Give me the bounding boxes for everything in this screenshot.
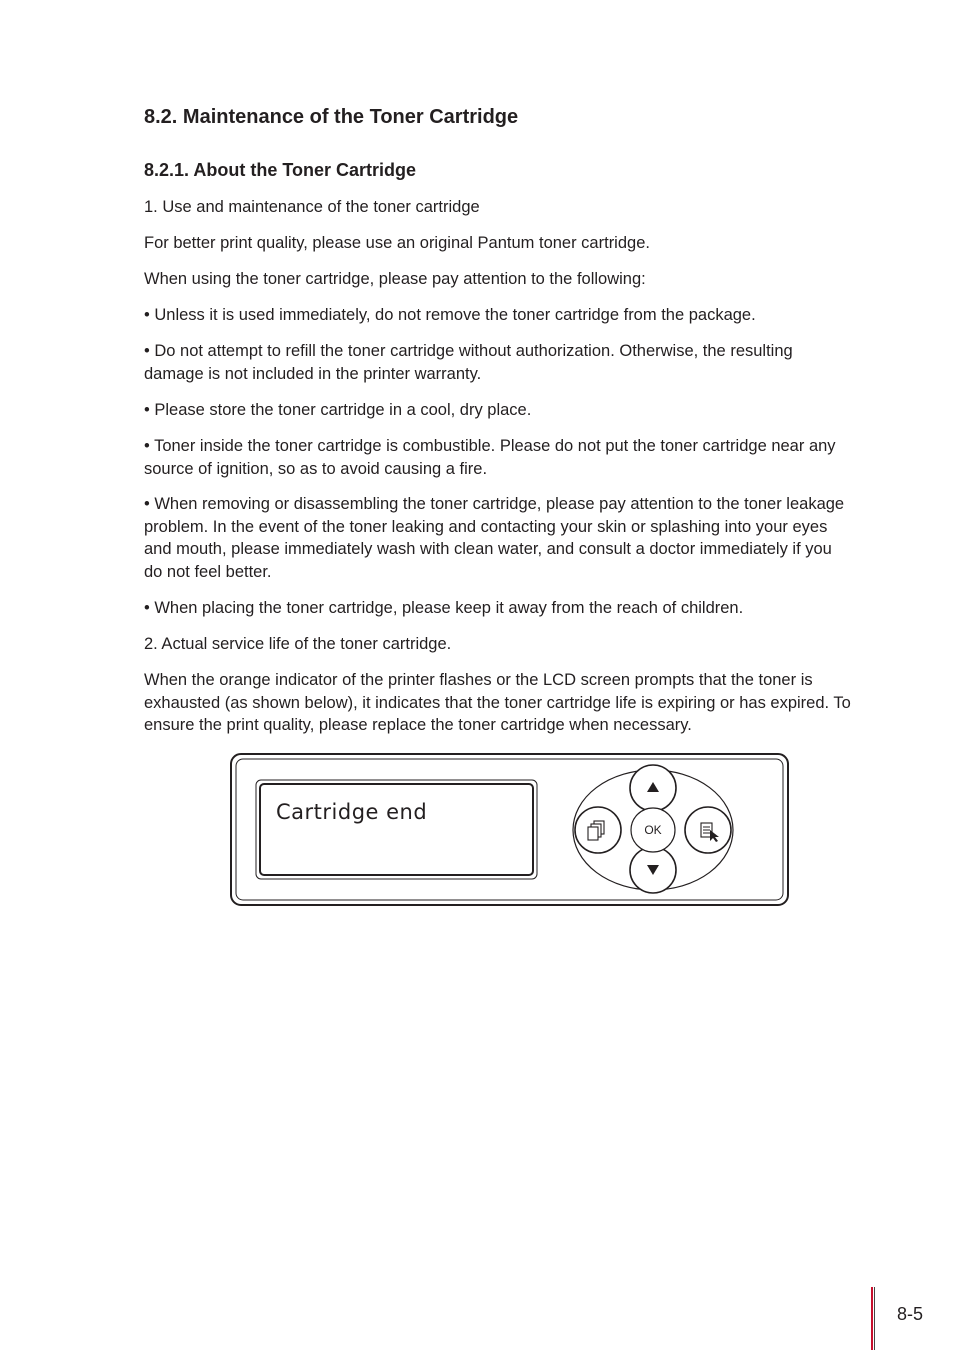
- bullet-item: • When removing or disassembling the toner cartridge, please pay attention to the toner leakage problem. In the event of the toner leaking and contacting your skin or splashing into your eyes and mouth, please immediately wash with clean water, and consult a doctor immediately if you do not feel better.: [144, 495, 845, 581]
- bullet-item: • Do not attempt to refill the toner cartridge without authorization. Otherwise, the resulting damage is not included in the printer warranty.: [144, 342, 793, 383]
- copy-button[interactable]: [575, 807, 621, 853]
- page-number: 8-5: [897, 1304, 924, 1324]
- subsection-title: 8.2.1. About the Toner Cartridge: [144, 160, 417, 180]
- lcd-screen: [256, 780, 537, 879]
- control-panel-illustration: [230, 753, 789, 906]
- lcd-text: Cartridge end: [276, 800, 428, 824]
- paragraph: For better print quality, please use an original Pantum toner cartridge.: [144, 234, 650, 252]
- footer-rule: [874, 1287, 875, 1350]
- paragraph: When using the toner cartridge, please pay attention to the following:: [144, 270, 646, 288]
- up-button[interactable]: [630, 765, 676, 811]
- paragraph: When the orange indicator of the printer flashes or the LCD screen prompts that the toner is exhausted (as shown below), it indicates that the toner cartridge life is expiring or has expired. To ensure the print quality, please replace the toner cartridge when necessary.: [144, 671, 851, 735]
- bullet-item: • Toner inside the toner cartridge is combustible. Please do not put the toner cartridge near any source of ignition, so as to avoid causing a fire.: [144, 437, 836, 478]
- bullet-item: • Please store the toner cartridge in a cool, dry place.: [144, 401, 532, 419]
- menu-button[interactable]: [685, 807, 731, 853]
- ok-label: OK: [644, 823, 662, 837]
- footer-rule: [871, 1287, 873, 1350]
- ok-button[interactable]: [631, 808, 675, 852]
- bullet-item: • When placing the toner cartridge, please keep it away from the reach of children.: [144, 599, 744, 617]
- bullet-item: • Unless it is used immediately, do not remove the toner cartridge from the package.: [144, 306, 756, 324]
- paragraph: 2. Actual service life of the toner cartridge.: [144, 635, 452, 653]
- section-title: 8.2. Maintenance of the Toner Cartridge: [144, 106, 519, 128]
- paragraph: 1. Use and maintenance of the toner cartridge: [144, 198, 480, 216]
- down-button[interactable]: [630, 847, 676, 893]
